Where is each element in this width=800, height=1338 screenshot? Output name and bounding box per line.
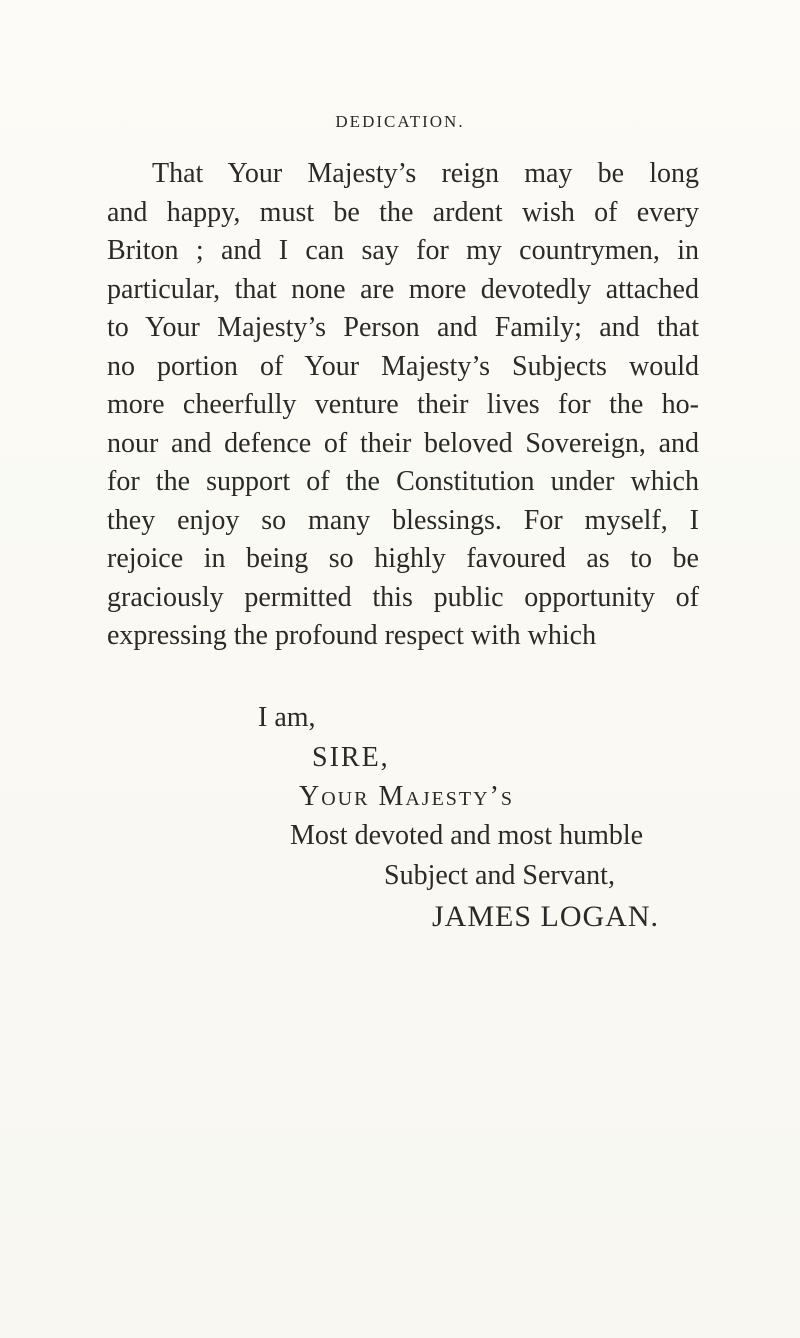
paragraph-line: more cheerfully venture their lives for the ho- (107, 389, 699, 420)
paragraph-line: for the support of the Constitution under which (107, 466, 699, 497)
closing-your-majestys: Your Majesty’s (299, 781, 515, 812)
running-head: DEDICATION. (335, 112, 465, 131)
paragraph-line: Briton ; and I can say for my countrymen, in (107, 235, 699, 266)
paragraph-line: and happy, must be the ardent wish of every (107, 196, 699, 228)
signature: JAMES LOGAN. (432, 900, 660, 933)
paragraph-line: no portion of Your Majesty’s Subjects would (107, 350, 699, 382)
paragraph-line: graciously permitted this public opportunity of (107, 581, 699, 613)
closing-subject: Subject and Servant, (384, 860, 615, 891)
closing-devoted: Most devoted and most humble (290, 820, 644, 851)
paragraph-line: rejoice in being so highly favoured as to be (107, 543, 699, 574)
dedication-paragraph (107, 155, 699, 656)
paragraph-line: That Your Majesty’s reign may be long (152, 158, 699, 189)
paragraph-line: expressing the profound respect with which (107, 620, 597, 651)
closing-sire: SIRE, (312, 742, 390, 773)
paragraph-line: nour and defence of their beloved Sovereign, and (107, 427, 699, 459)
paragraph-line: particular, that none are more devotedly attached (107, 273, 699, 305)
closing-i-am: I am, (258, 702, 316, 733)
paragraph-line: they enjoy so many blessings. For myself, I (107, 504, 699, 536)
paragraph-line: to Your Majesty’s Person and Family; and that (107, 312, 699, 343)
